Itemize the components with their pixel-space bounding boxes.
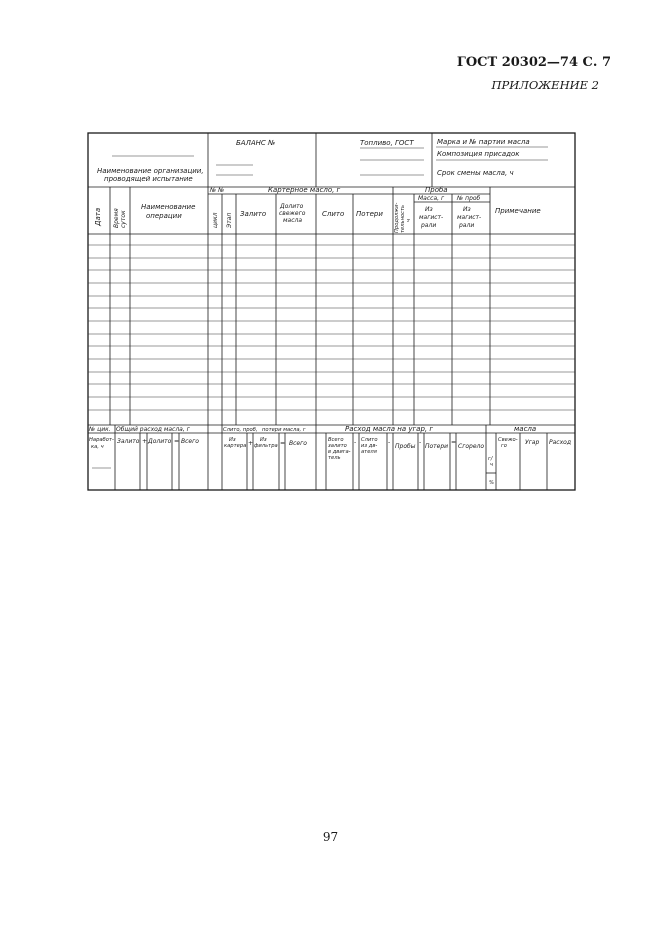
burned-label: Сгорело bbox=[458, 443, 485, 450]
total-engine-3: в двига- bbox=[328, 449, 351, 455]
from-main2-1: Из bbox=[463, 206, 471, 213]
filled-header: Залито bbox=[240, 210, 267, 218]
bottom-plus: + bbox=[142, 438, 148, 445]
appendix-label: ПРИЛОЖЕНИЕ 2 bbox=[491, 78, 599, 92]
eq2: = bbox=[280, 440, 286, 447]
fuel-label: Топливо, ГОСТ bbox=[360, 139, 414, 147]
from-main-1: Из bbox=[425, 206, 433, 213]
minus3: - bbox=[419, 439, 422, 446]
standard-header: ГОСТ 20302—74 С. 7 bbox=[456, 55, 611, 70]
bottom-total: Всего bbox=[181, 438, 199, 445]
from-filter-1: Из bbox=[260, 437, 267, 443]
from-filter-2: фильтра bbox=[254, 443, 278, 449]
operation-header-2: операции bbox=[146, 212, 182, 220]
waste-header: Расход масла на угар, г bbox=[345, 425, 434, 433]
percent-label: % bbox=[489, 480, 494, 486]
drained-engine-2: из дв- bbox=[361, 443, 378, 449]
runtime-label-2: ка, ч bbox=[91, 444, 104, 450]
from-main-2: магист- bbox=[419, 214, 444, 221]
oil-change-label: Срок смены масла, ч bbox=[437, 169, 514, 177]
bottom-eq: = bbox=[174, 438, 180, 445]
losses-header: Потери bbox=[356, 210, 383, 218]
from-main-3: рали bbox=[421, 222, 437, 229]
topup-header-3: масла bbox=[283, 217, 303, 224]
balance-label: БАЛАНС № bbox=[236, 139, 276, 147]
runtime-label-1: Наработ- bbox=[89, 437, 114, 443]
crankcase-header: Картерное масло, г bbox=[268, 186, 341, 194]
minus2: - bbox=[388, 439, 391, 446]
total2: Всего bbox=[289, 440, 307, 447]
drained-engine-3: ателя bbox=[361, 449, 377, 455]
per-hour-2: ч bbox=[490, 462, 494, 468]
waste-label: Угар bbox=[525, 439, 540, 446]
time-header-1: Время bbox=[113, 208, 120, 228]
consumption-label: Расход bbox=[549, 439, 571, 446]
fresh-label-2: го bbox=[501, 443, 507, 449]
oil-brand-label: Марка и № партии масла bbox=[437, 138, 530, 146]
remark-header: Примечание bbox=[495, 207, 541, 215]
additive-label: Композиция присадок bbox=[437, 150, 520, 158]
duration-header-3: ч bbox=[406, 218, 412, 222]
org-label-2: проводящей испытание bbox=[104, 175, 193, 183]
operation-header-1: Наименование bbox=[141, 203, 196, 211]
org-label-1: Наименование организации, bbox=[97, 167, 204, 175]
from-main2-2: магист- bbox=[457, 214, 482, 221]
from-crankcase-1: Из bbox=[229, 437, 236, 443]
fresh-label-1: Свежо- bbox=[498, 437, 518, 443]
stage-header: Этап bbox=[226, 212, 233, 228]
mass-header: Масса, г bbox=[418, 195, 445, 202]
plus2: + bbox=[248, 440, 254, 447]
total-engine-4: тель bbox=[328, 455, 341, 461]
eq3: = bbox=[451, 439, 457, 446]
samples-label: Пробы bbox=[395, 443, 416, 450]
data-rows bbox=[88, 245, 575, 410]
total-consumption-label: Общий расход масла, г bbox=[116, 426, 190, 433]
bottom-topup: Долито bbox=[148, 438, 172, 445]
cycle-no-label: № цик. bbox=[89, 426, 111, 433]
sample-header: Проба bbox=[425, 186, 448, 194]
date-header: Дата bbox=[94, 207, 102, 226]
total-engine-2: залито bbox=[328, 443, 347, 449]
minus1: - bbox=[354, 439, 357, 446]
cycle-header: цикл bbox=[212, 212, 219, 228]
time-header-2: суток bbox=[120, 210, 127, 228]
sample-no-header: № проб bbox=[457, 195, 481, 202]
oil-group-header: масла bbox=[514, 425, 537, 433]
total-engine-1: Всего bbox=[328, 437, 344, 443]
drained-group-label-1: Слито, проб, bbox=[223, 427, 258, 433]
duration-header-1: Продолжи- bbox=[394, 202, 400, 233]
bottom-filled: Залито bbox=[117, 438, 140, 445]
topup-header-2: свежего bbox=[279, 210, 306, 217]
from-main2-3: рали bbox=[459, 222, 475, 229]
losses-label: Потери bbox=[425, 443, 449, 450]
drained-header: Слито bbox=[322, 210, 345, 218]
duration-header-2: тельность bbox=[400, 204, 406, 233]
nn-header: № № bbox=[210, 187, 225, 194]
drained-group-label-2: потери масла, г bbox=[262, 427, 306, 433]
drained-engine-1: Слито bbox=[361, 437, 378, 443]
topup-header-1: Долито bbox=[280, 203, 304, 210]
page-number: 97 bbox=[322, 830, 339, 844]
per-hour-1: г/ bbox=[488, 456, 493, 462]
from-crankcase-2: картера bbox=[224, 443, 247, 449]
